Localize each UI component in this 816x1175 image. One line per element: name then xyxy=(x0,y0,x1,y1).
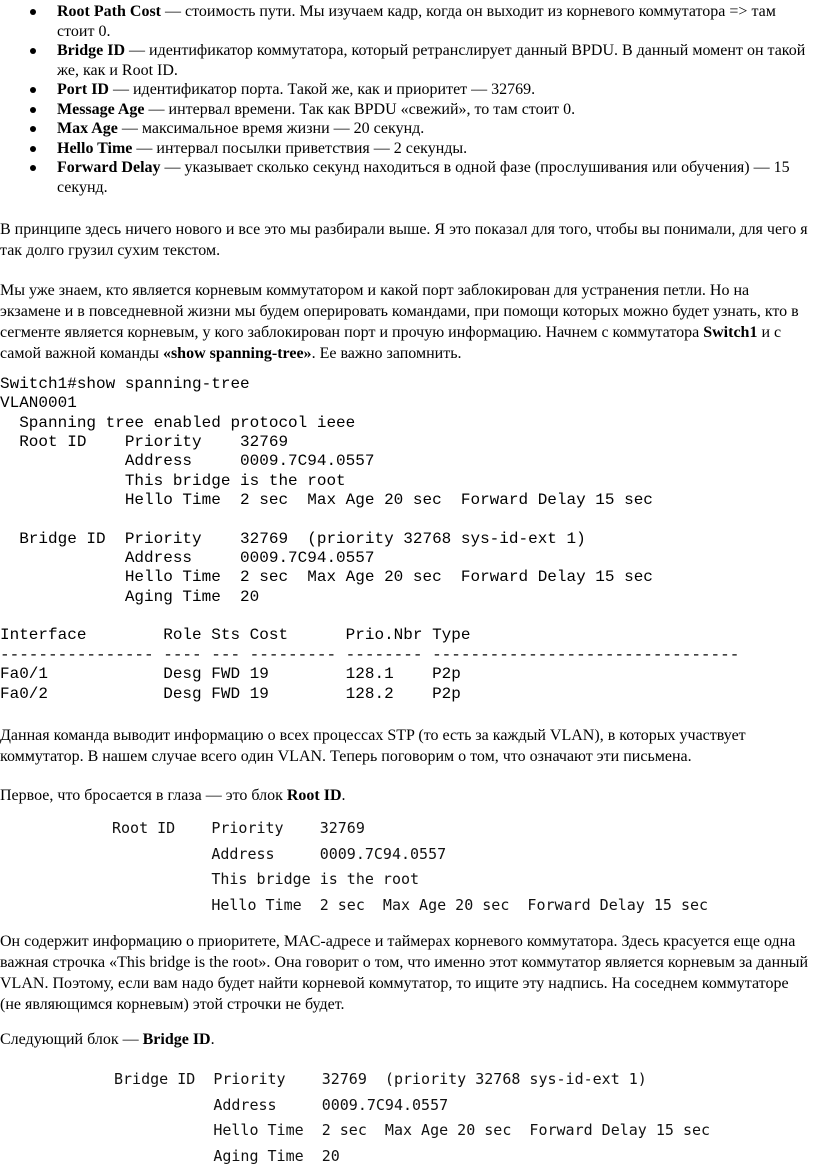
term: Port ID xyxy=(57,81,109,98)
bullet-icon xyxy=(30,146,36,152)
paragraph-text: Мы уже знаем, кто является корневым коммутатором и какой порт заблокирован для устранения петли. Но на экзамене и в повседневной жизни мы будем оперировать командами, при помощи которых можно будет узнать, кто в сегменте является корневым, у кого заблокирован порт и прочую информацию. Начнем с коммутатора xyxy=(0,282,799,341)
definition-text: — идентификатор коммутатора, который ретранслирует данный BPDU. В данный момент он такой же, как и Root ID. xyxy=(57,42,806,79)
root-id-screenshot: Root ID Priority 32769 Address 0009.7C94.0557 This bridge is the root Hello Time 2 sec Max Age 20 sec Forward Delay 15 sec xyxy=(112,819,709,915)
bullet-icon xyxy=(30,126,36,132)
definition-text: — указывает сколько секунд находиться в одной фазе (прослушивания или обучения) — 15 секунд. xyxy=(57,159,790,196)
list-item xyxy=(0,139,816,159)
block-name: Root ID xyxy=(286,787,342,804)
bullet-icon xyxy=(30,165,36,171)
list-item xyxy=(0,119,816,139)
term: Hello Time xyxy=(57,139,133,157)
list-item xyxy=(0,80,816,100)
term: Message Age xyxy=(57,100,145,118)
term: Bridge ID xyxy=(57,42,125,59)
command-name: «show spanning-tree» xyxy=(162,345,312,362)
list-item xyxy=(0,158,816,197)
list-item xyxy=(0,41,816,80)
bullet-icon xyxy=(30,87,36,93)
paragraph-explanation: Данная команда выводит информацию о всех процессах STP (то есть за каждый VLAN), в которых участвует коммутатор. В нашем случае всего один VLAN. Теперь поговорим о том, что означают эти письмена. xyxy=(0,727,746,765)
paragraph-root-id-intro xyxy=(0,785,812,806)
paragraph-text: Первое, что бросается в глаза — это блок xyxy=(0,787,287,804)
paragraph-text: . Ее важно запомнить. xyxy=(311,345,462,362)
switch-name: Switch1 xyxy=(703,324,758,341)
bullet-icon xyxy=(30,48,36,54)
paragraph-intro: В принципе здесь ничего нового и все это мы разбирали выше. Я это показал для того, чтобы вы понимали, для чего я так долго грузил сухим текстом. xyxy=(0,221,808,259)
stp-fields-list xyxy=(0,2,816,197)
term: Root Path Cost xyxy=(57,3,161,20)
definition-text: — интервал времени. Так как BPDU «свежий», то там стоит 0. xyxy=(144,100,576,118)
paragraph-root-id-explanation: Он содержит информацию о приоритете, MAC-адресе и таймерах корневого коммутатора. Здесь красуется еще одна важная строчка «This bridge is the root». Она говорит о том, что именно этот коммутатор является корневым за данный VLAN. Поэтому, если вам надо будет найти корневой коммутатор, то ищите эту надпись. На соседнем коммутаторе (не являющимся корневым) этой строчки не будет. xyxy=(0,933,809,1013)
paragraph-text: и с самой важной команды xyxy=(0,324,782,362)
bridge-id-screenshot: Bridge ID Priority 32769 (priority 32768 sys-id-ext 1) Address 0009.7C94.0557 Hello Time 2 sec Max Age 20 sec Forward Delay 15 sec Aging Time 20 xyxy=(114,1070,711,1166)
definition-text: — максимальное время жизни — 20 секунд. xyxy=(117,120,425,137)
term: Forward Delay xyxy=(57,159,161,176)
term: Max Age xyxy=(57,120,118,137)
list-item xyxy=(0,2,816,41)
paragraph-bridge-id-intro xyxy=(0,1029,812,1050)
block-name: Bridge ID xyxy=(142,1031,211,1048)
paragraph-commands xyxy=(0,280,812,364)
paragraph-text: Следующий блок — xyxy=(0,1031,143,1048)
definition-text: — идентификатор порта. Такой же, как и приоритет — 32769. xyxy=(108,81,536,98)
definition-text: — интервал посылки приветствия — 2 секунды. xyxy=(132,139,468,157)
list-item xyxy=(0,100,816,120)
bullet-icon xyxy=(30,107,36,113)
paragraph-text: . xyxy=(341,787,346,804)
bullet-icon xyxy=(30,9,36,15)
paragraph-text: . xyxy=(210,1031,215,1048)
definition-text: — стоимость пути. Мы изучаем кадр, когда он выходит из корневого коммутатора => там стоит 0. xyxy=(57,3,776,40)
cli-output: Switch1#show spanning-tree VLAN0001 Spanning tree enabled protocol ieee Root ID Priority 32769 Address 0009.7C94.0557 This bridge is the root Hello Time 2 sec Max Age 20 sec Forward Delay 15 sec Bridge ID Priority 32769 (priority 32768 sys-id-ext 1) Address 0009.7C94.0557 Hello Time 2 sec Max Age 20 sec Forward Delay 15 sec Aging Time 20 Interface Role Sts Cost Prio.Nbr Type ---------------- ---- --- --------- -------- -------------------------------- Fa0/1 Desg FWD 19 128.1 P2p Fa0/2 Desg FWD 19 128.2 P2p xyxy=(0,375,740,703)
